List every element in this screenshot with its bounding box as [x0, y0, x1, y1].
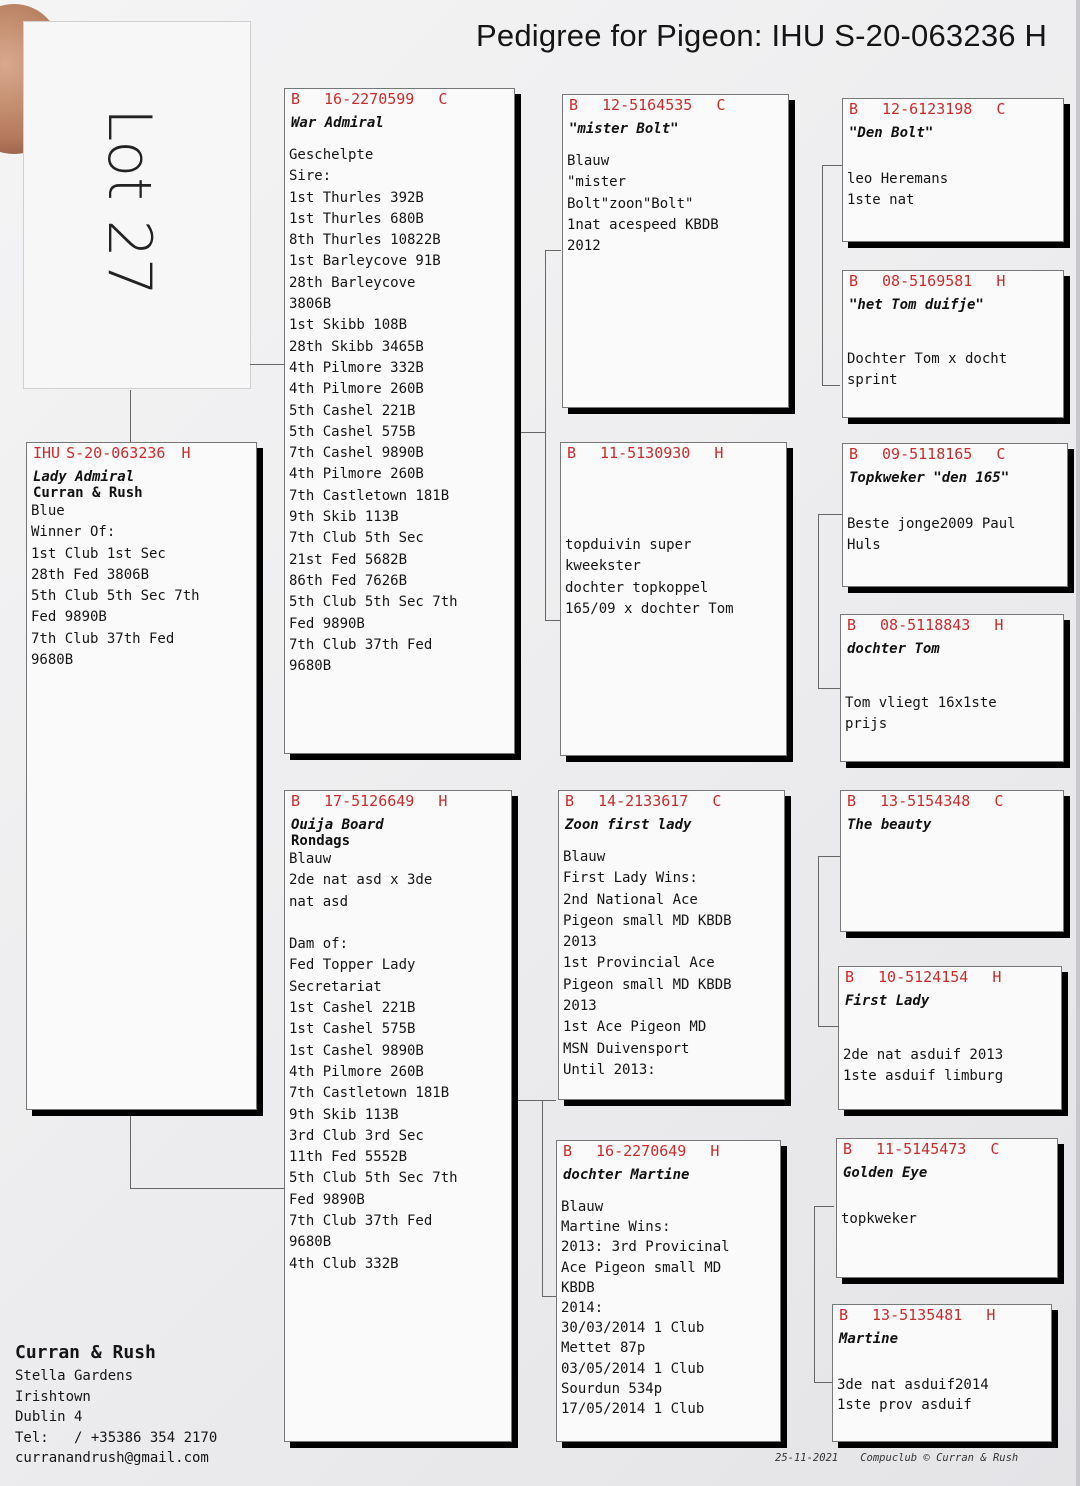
pigeon-details: 3de nat asduif2014 1ste prov asduif — [837, 1377, 989, 1413]
connector — [545, 250, 561, 251]
sex-code: C — [996, 445, 1006, 463]
software-credit: Compuclub © Curran & Rush — [860, 1452, 1019, 1464]
connector — [818, 1026, 838, 1027]
sex-code: H — [996, 272, 1006, 290]
ring-number: 09-5118165 — [882, 445, 973, 463]
owner-name: Curran & Rush — [33, 485, 143, 501]
connector — [130, 1188, 284, 1189]
sire-card — [284, 88, 515, 754]
pigeon-details: topkweker — [841, 1211, 917, 1227]
pigeon-details: Geschelpte Sire: 1st Thurles 392B 1st Thurles 680B 8th Thurles 10822B 1st Barleycove 91B 28th Barleycove 3806B 1st Skibb 108B 28th Skibb 3465B 4th Pilmore 332B 4th Pilmore 260B 5th Cashel 221B 5th Cashel 575B 7th Cashel 9890B 4th Pilmore 260B 7th Castletown 181B 9th Skib 113B 7th Club 5th Sec 21st Fed 5682B 86th Fed 7626B 5th Club 5th Sec 7th Fed 9890B 7th Club 37th Fed 9680B — [289, 147, 458, 675]
pigeon-name: Zoon first lady — [565, 817, 692, 833]
address-area: Irishtown — [15, 1388, 91, 1405]
ring-prefix: B — [847, 616, 857, 634]
ring-number: 16-2270649 — [596, 1142, 687, 1160]
pigeon-name: First Lady — [845, 993, 930, 1009]
ring-number: 11-5130930 — [600, 444, 691, 462]
pigeon-details: 2de nat asduif 2013 1ste asduif limburg — [843, 1047, 1004, 1085]
sex-code: C — [994, 792, 1004, 810]
pigeon-strain: Rondags — [291, 833, 351, 849]
pigeon-details: leo Heremans 1ste nat — [847, 171, 949, 209]
ring-number: 17-5126649 — [324, 792, 415, 810]
sex-code: H — [710, 1142, 720, 1160]
sex-code: C — [716, 96, 726, 114]
print-date: 25-11-2021 — [775, 1452, 839, 1464]
ancestor-card-2 — [842, 270, 1064, 418]
email-address: curranandrush@gmail.com — [15, 1450, 209, 1466]
connector — [818, 514, 842, 515]
ring-number: 08-5169581 — [882, 272, 973, 290]
connector — [512, 1100, 556, 1101]
pigeon-name: dochter Tom — [847, 641, 940, 657]
connector — [814, 1206, 815, 1382]
grandsire-paternal-card — [562, 94, 789, 408]
ancestor-card-5 — [840, 790, 1064, 932]
connector — [818, 856, 840, 857]
granddam-maternal-card — [556, 1140, 781, 1442]
sex-code: C — [712, 792, 722, 810]
pigeon-name — [561, 463, 786, 469]
ring-number: 12-5164535 — [602, 96, 693, 114]
sex-code: C — [438, 90, 448, 108]
ring-prefix: B — [291, 90, 301, 108]
ring-prefix: B — [847, 792, 857, 810]
pigeon-name: "mister Bolt" — [569, 121, 679, 137]
ring-prefix: B — [569, 96, 579, 114]
ancestor-card-3 — [842, 443, 1068, 587]
ancestor-card-4 — [840, 614, 1064, 762]
ring-prefix: B — [843, 1140, 853, 1158]
phone-number: Tel: / +35386 354 2170 — [15, 1429, 218, 1446]
company-name: Curran & Rush — [15, 1342, 156, 1363]
connector — [814, 1382, 832, 1383]
connector — [542, 1100, 543, 1296]
connector — [814, 1206, 834, 1207]
pigeon-details: Tom vliegt 16x1ste prijs — [845, 695, 997, 733]
ring-number: 12-6123198 — [882, 100, 973, 118]
pigeon-name: The beauty — [847, 817, 932, 833]
connector — [542, 1296, 556, 1297]
sex-code: C — [996, 100, 1006, 118]
ring-prefix: B — [567, 444, 577, 462]
grandsire-maternal-card — [558, 790, 785, 1100]
granddam-paternal-card — [560, 442, 787, 756]
ring-number: 13-5135481 — [872, 1306, 963, 1324]
sex-code: H — [992, 968, 1002, 986]
sex-code: H — [986, 1306, 996, 1324]
connector — [545, 250, 546, 432]
pigeon-details: Blauw 2de nat asd x 3de nat asd Dam of: Fed Topper Lady Secretariat 1st Cashel 221B 1st Cashel 575B 1st Cashel 9890B 4th Pilmore 260B 7th Castletown 181B 9th Skib 113B 3rd Club 3rd Sec 11th Fed 5552B 5th Club 5th Sec 7th Fed 9890B 7th Club 37th Fed 9680B 4th Club 332B — [289, 851, 458, 1272]
ring-prefix: IHU — [33, 444, 61, 462]
ring-number: 16-2270599 — [324, 90, 415, 108]
ring-prefix: B — [565, 792, 575, 810]
sex-code: H — [994, 616, 1004, 634]
subject-pigeon-card — [26, 442, 257, 1110]
ancestor-card-1 — [842, 98, 1064, 242]
connector — [822, 385, 840, 386]
pigeon-name: Topkweker "den 165" — [849, 470, 1010, 486]
pigeon-name: "Den Bolt" — [849, 125, 934, 141]
ancestor-card-8 — [832, 1304, 1052, 1442]
pigeon-name: dochter Martine — [563, 1167, 690, 1183]
page-edge — [1076, 0, 1080, 1486]
pigeon-name: Ouija Board — [291, 817, 384, 833]
address-city: Dublin 4 — [15, 1409, 83, 1425]
connector — [818, 514, 819, 688]
pigeon-details: Beste jonge2009 Paul Huls — [847, 516, 1016, 554]
connector — [130, 390, 131, 442]
connector — [822, 165, 842, 166]
sex-code: H — [181, 444, 191, 462]
ring-prefix: B — [291, 792, 301, 810]
pigeon-details: Blue Winner Of: 1st Club 1st Sec 28th Fed 3806B 5th Club 5th Sec 7th Fed 9890B 7th Club 37th Fed 9680B — [31, 503, 200, 669]
address-street: Stella Gardens — [15, 1368, 134, 1384]
pigeon-details: Blauw Martine Wins: 2013: 3rd Provicinal Ace Pigeon small MD KBDB 2014: 30/03/2014 1 Club Mettet 87p 03/05/2014 1 Club Sourdun 534p 17/05/2014 1 Club — [561, 1199, 730, 1418]
dam-card — [284, 790, 512, 1442]
pigeon-details: Dochter Tom x docht sprint — [847, 351, 1008, 389]
ring-number: S-20-063236 — [66, 444, 166, 462]
pigeon-name: Golden Eye — [843, 1165, 928, 1181]
ring-number: 08-5118843 — [880, 616, 971, 634]
ring-number: 10-5124154 — [878, 968, 969, 986]
ring-prefix: B — [849, 445, 859, 463]
sex-code: H — [714, 444, 724, 462]
connector — [130, 1110, 131, 1188]
connector — [822, 165, 823, 385]
ring-prefix: B — [849, 272, 859, 290]
sex-code: C — [990, 1140, 1000, 1158]
ring-prefix: B — [563, 1142, 573, 1160]
sex-code: H — [438, 792, 448, 810]
pigeon-details: Blauw "mister Bolt"zoon"Bolt" 1nat acespeed KBDB 2012 — [567, 153, 719, 255]
pigeon-details: Blauw First Lady Wins: 2nd National Ace Pigeon small MD KBDB 2013 1st Provincial Ace Pigeon small MD KBDB 2013 1st Ace Pigeon MD MSN Duivensport Until 2013: — [563, 849, 732, 1078]
ancestor-card-6 — [838, 966, 1062, 1110]
connector — [515, 432, 545, 433]
pigeon-name: Lady Admiral — [33, 469, 135, 485]
ring-number: 14-2133617 — [598, 792, 689, 810]
connector — [818, 688, 840, 689]
breeder-address — [15, 1340, 217, 1469]
footer — [775, 1452, 1040, 1464]
ring-number: 13-5154348 — [880, 792, 971, 810]
pigeon-name: "het Tom duifje" — [849, 297, 984, 313]
page-title: Pedigree for Pigeon: IHU S-20-063236 H — [476, 18, 1048, 53]
pigeon-name: Martine — [839, 1331, 899, 1347]
ring-prefix: B — [845, 968, 855, 986]
pigeon-name: War Admiral — [291, 115, 384, 131]
ring-prefix: B — [839, 1306, 849, 1324]
connector — [250, 364, 284, 365]
handwritten-lot-number: Lot 27 — [94, 108, 164, 297]
connector — [545, 432, 546, 620]
pigeon-details: topduivin super kweekster dochter topkoppel 165/09 x dochter Tom — [565, 537, 734, 617]
ring-number: 11-5145473 — [876, 1140, 967, 1158]
connector — [545, 620, 561, 621]
ancestor-card-7 — [836, 1138, 1058, 1278]
sticky-note — [24, 22, 250, 388]
ring-prefix: B — [849, 100, 859, 118]
connector — [818, 856, 819, 1026]
